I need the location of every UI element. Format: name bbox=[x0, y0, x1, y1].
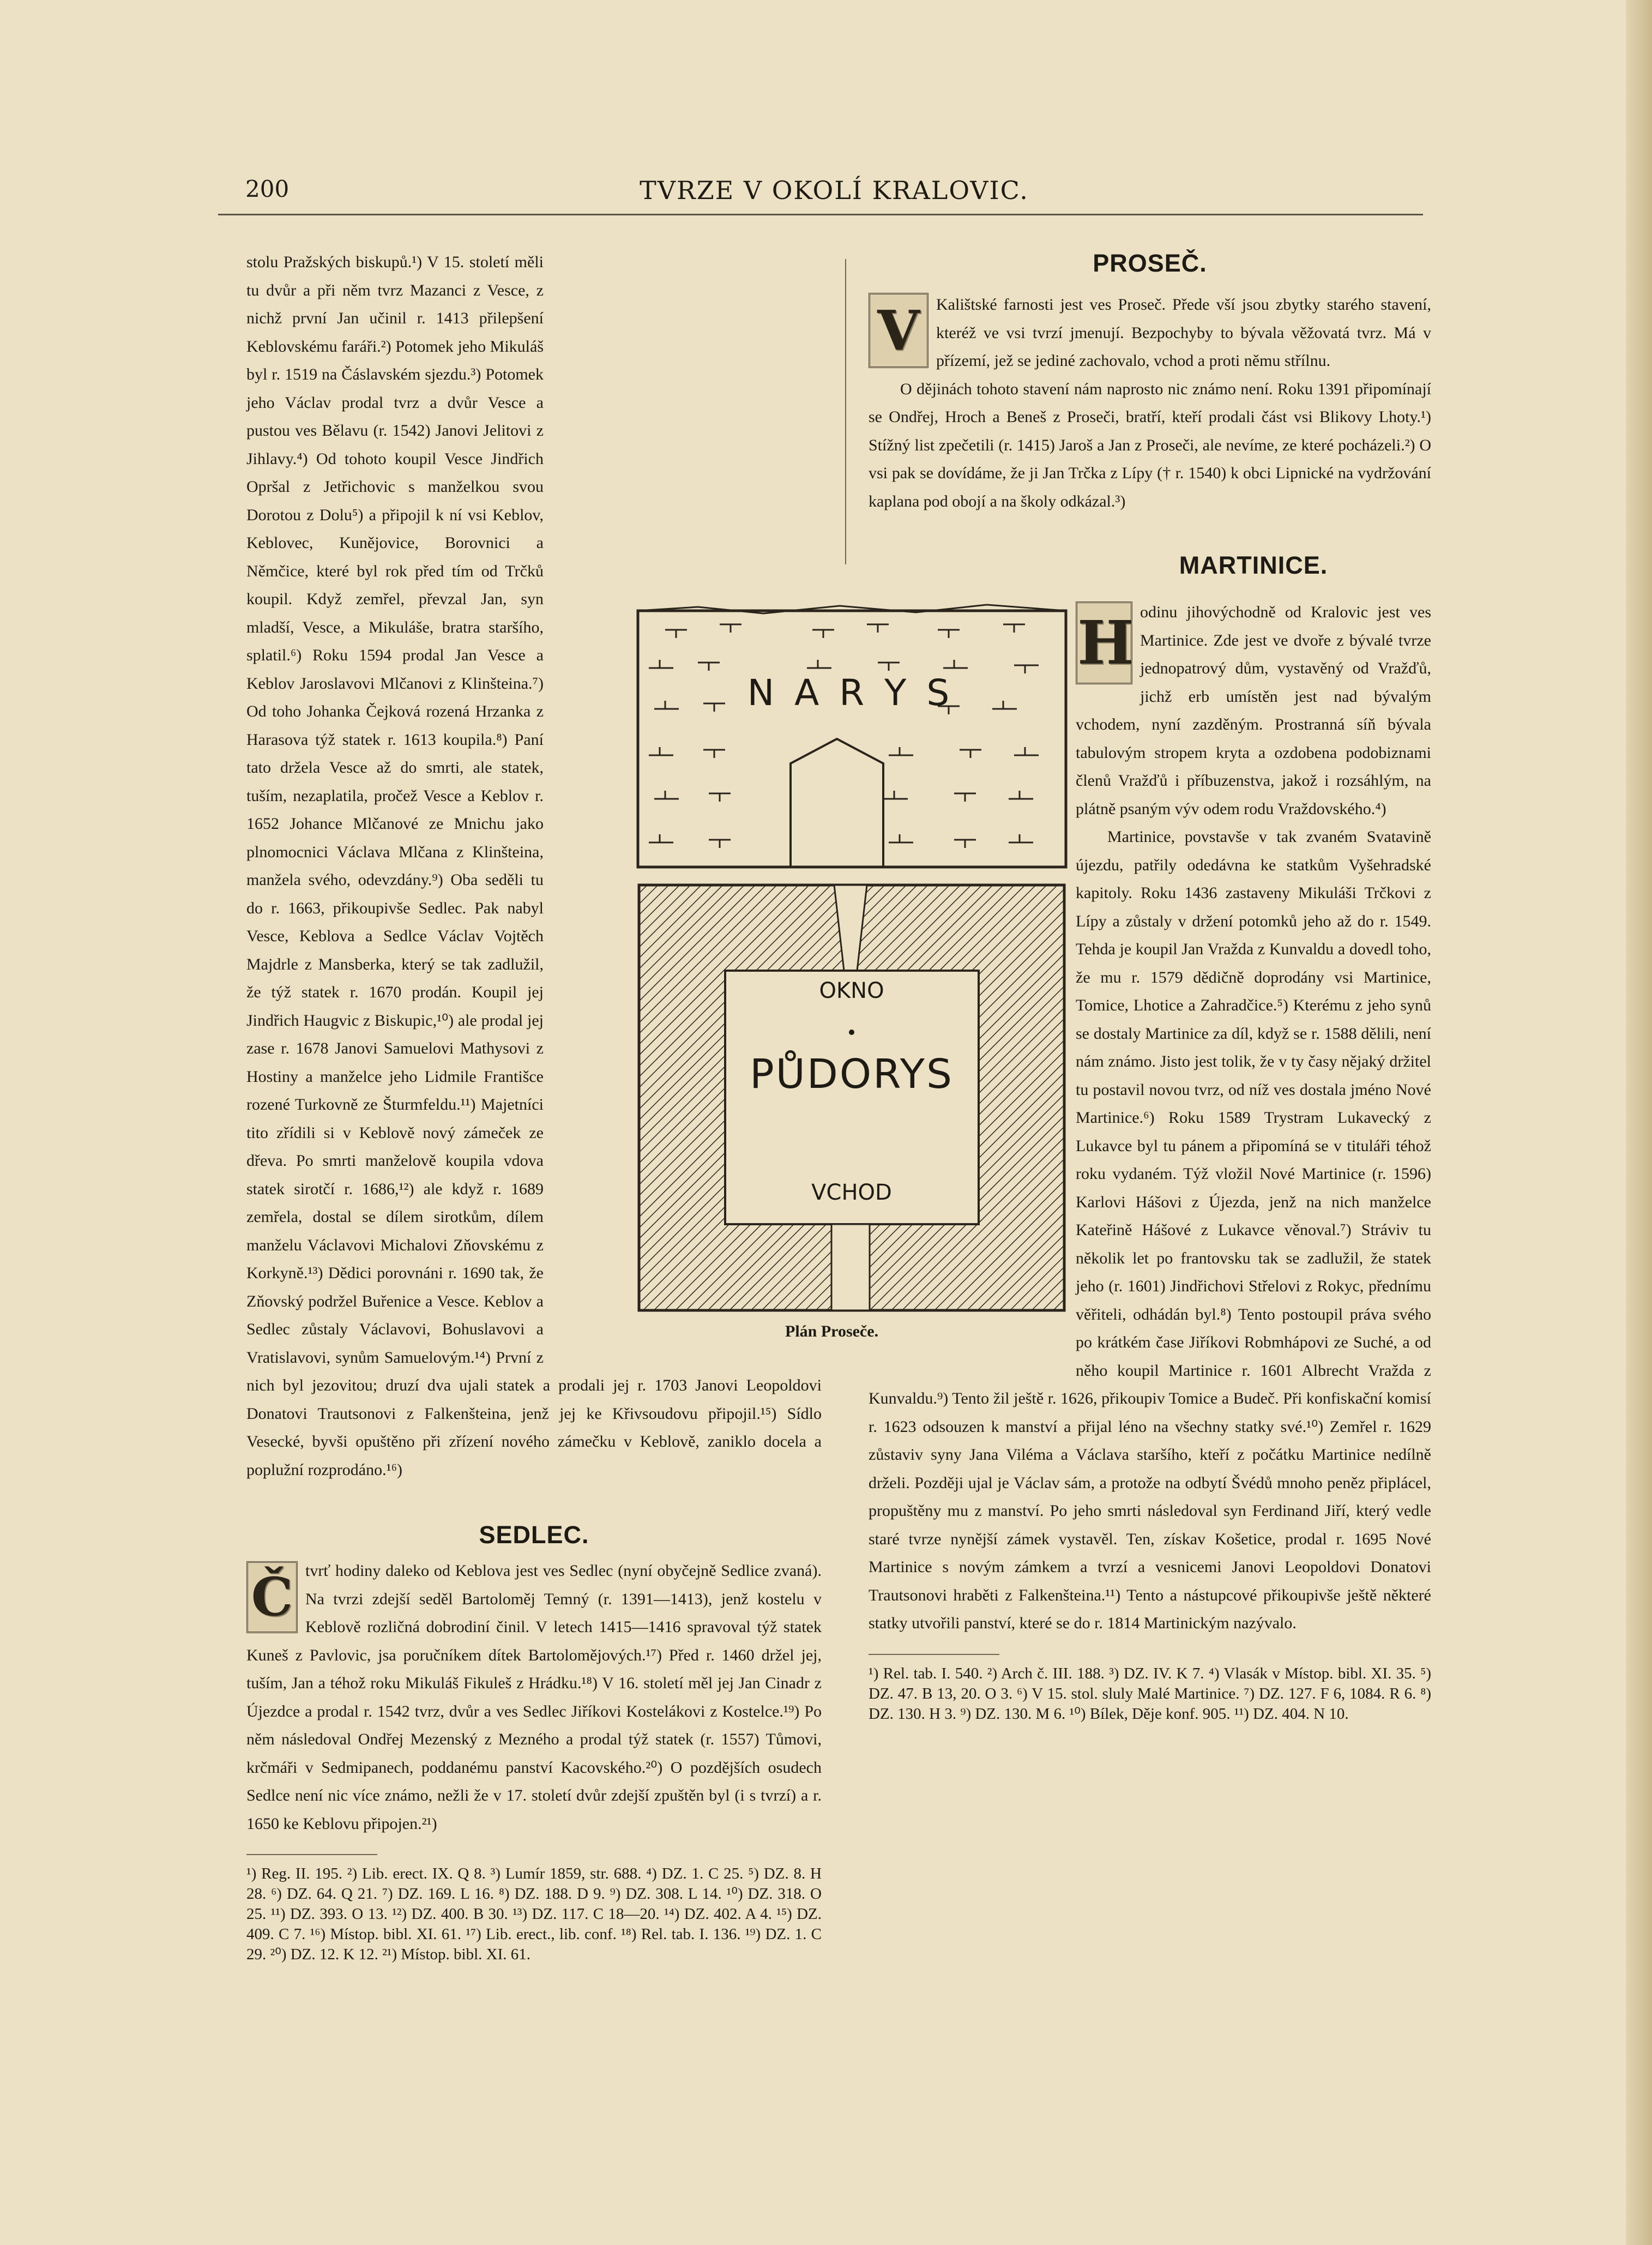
prosec-plan-svg bbox=[632, 586, 1069, 1344]
page-edge bbox=[1626, 0, 1652, 2245]
column-divider bbox=[845, 259, 846, 564]
page-header bbox=[245, 176, 1423, 208]
plan-entrance bbox=[831, 1224, 870, 1310]
prosec-paragraph-2: O dějinách tohoto stavení nám naprosto nic známo není. Roku 1391 připomínají se Ondřej, Hroch a Beneš z Proseči, bratří, kteří prodali část vsi Blikovy Lhoty.¹) Stížný list zpečetili (r. 1415) Jaroš a Jan z Proseči, ale nevíme, ze které pocházeli.²) O vsi pak se dovídáme, že ji Jan Trčka z Lípy († r. 1540) k obci Lipnické na vydržování kaplana pod obojí a na školy odkázal.³) bbox=[869, 380, 1431, 510]
running-title: TVRZE V OKOLÍ KRALOVIC. bbox=[640, 176, 1029, 205]
martinice-title: MARTINICE. bbox=[1179, 551, 1328, 579]
prosec-title: PROSEČ. bbox=[1093, 249, 1207, 277]
page-number: 200 bbox=[245, 176, 290, 202]
vchod-label: VCHOD bbox=[811, 1180, 892, 1205]
martinice-paragraph-1: odinu jihovýchodně od Kralovic jest ves Martinice. Zde jest ve dvoře z bývalé tvrze jednopatrový dům, vystavěný od Vražďů, jichž erb umístěn jest nad bývalým vchodem, nyní zazděným. Prostranná síň bývala tabulovým stropem kryta a ozdobena podobiznami členů Vražďů i příbuzenstva, jakož i rozsáhlým, na plátně psaným výv odem rodu Vraždovského.⁴) bbox=[1076, 603, 1431, 818]
narys-label: N A R Y S bbox=[747, 672, 954, 714]
sedlec-text: tvrť hodiny daleko od Keblova jest ves Sedlec (nyní obyčejně Sedlice zvaná). Na tvrzi zdejší seděl Bartoloměj Temný (r. 1391—1413), jenž kostelu v Keblově rozličná dobrodiní činil. V letech 1415—1416 spravoval týž statek Kuneš z Pavlovic, jsa poručníkem dítek Bartolomějových.¹⁷) Před r. 1460 držel jej, tuším, Jan a téhož roku Mikuláš Fikuleš z Hrádku.¹⁸) V 16. století měl jej Jan Cinadr z Újezdce a prodal r. 1542 tvrz, dvůr a ves Sedlec Jiříkovi Kostelákovi z Kostelce.¹⁹) Po něm následoval Ondřej Mezenský z Mezného a prodal týž statek (r. 1557) Tůmovi, krčmáři v Sedmipanech, poddanému panství Kacovského.²⁰) O pozdějších osudech Sedlce není nic více známo, nežli že v 17. století dvůr zdejší zpuštěn byl (i s tvrzí) a r. 1650 ke Keblovu připojen.²¹) bbox=[246, 1562, 822, 1833]
header-rule bbox=[218, 214, 1423, 215]
martinice-paragraph-2: Martinice, povstavše v tak zvaném Svatavině újezdu, patřily odedávna ke statkům Vyšehradské kapitoly. Roku 1436 zastaveny Mikuláši Trčkovi z Lípy a zůstaly v držení potomků jeho až do r. 1549. Tehda je koupil Jan Vražda z Kunvaldu a dovedl toho, že mu r. 1579 dědičně doprodány vsi Martinice, Tomice, Lhotice a Zahradčice.⁵) Kterému z jeho synů se dostaly Martinice za díl, když se r. 1588 dělili, není nám známo. Jisto jest tolik, že v ty časy nějaký držitel tu postavil novou tvrz, od níž ves dostala jméno Nové Martinice.⁶) Roku 1589 Trystram Lukavecký z Lukavce byl tu pánem a připomíná se v tituláři téhož roku vydaném. Týž vložil Nové Martinice (r. 1596) Karlovi Hášovi z Újezda, jenž na nich manželce Kateřině Hášové z Lukavce věnoval.⁷) Stráviv tu několik let po frantovsku tak se zadlužil, že statek jeho (r. 1601) Jindřichovi Střelovi z Rokyc, přednímu věřiteli, odhádán byl.⁸) Tento postoupil práva svého po krátkém čase Jiříkovi Robmhápovi ze Suché, a od něho koupil Martinice r. 1601 Albrecht Vražda z Kunvaldu.⁹) Tento žil ještě r. 1626, přikoupiv Tomice a Budeč. Při konfiskační komisí r. 1623 odsouzen k manství a přijal léno na všechny statky své.¹⁰) Zemřel r. 1629 zůstaviv syny Jana Viléma a Václava staršího, kteří z počátku Martinice nedílně drželi. Později ujal je Václav sám, a protože na odbytí Švédů mnoho peněz připlácel, propuštěny mu z manství. Po jeho smrti následoval syn Ferdinand Jiří, který vedle staré tvrze nynější zámek vystavěl. Ten, získav Košetice, prodal r. 1695 Nové Martinice s novým zámkem a tvrzí a vesnicemi Janovi Leopoldovi Donatovi Trautsonovi hraběti z Falkenšteina.¹¹) Tento a nástupcové přikoupivše ještě některé statky utvořili panství, které se do r. 1814 Martinickým nazývalo. bbox=[869, 828, 1431, 1632]
okno-label: OKNO bbox=[819, 978, 884, 1003]
vesce-text: stolu Pražských biskupů.¹) V 15. století měli tu dvůr a při něm tvrz Mazanci z Vesce, z nichž první Jan učinil r. 1413 přilepšení Keblovskému faráři.²) Potomek jeho Mikuláš byl r. 1519 na Čáslavském sjezdu.³) Potomek jeho Václav prodal tvrz a dvůr Vesce a pustou ves Bělavu (r. 1542) Janovi Jelitovi z Jihlavy.⁴) Od tohoto koupil Vesce Jindřich Opršal z Jetřichovic s manželkou svou Dorotou z Dolu⁵) a připojil k ní vsi Keblov, Keblovec, Kunějovice, Borovnici a Němčice, které byl rok před tím od Trčků koupil. Když zemřel, převzal Jan, syn mladší, Vesce, a Mikuláše, bratra staršího, splatil.⁶) Roku 1594 prodal Jan Vesce a Keblov Jaroslavovi Mlčanovi z Klinšteina.⁷) Od toho Johanka Čejková rozená Hrzanka z Harasova týž statek r. 1613 koupila.⁸) Paní tato držela Vesce až do smrti, ale statek, tuším, nezaplatila, pročež Vesce a Keblov r. 1652 Johance Mlčanové ze Mnichu jako plnomocnici Václava Mlčana z Klinšteina, manžela svého, odevzdány.⁹) Oba seděli tu do r. 1663, přikoupivše Sedlec. Pak nabyl Vesce, Keblova a Sedlce Václav Vojtěch Majdrle z Mansberka, který se tak zadlužil, že týž statek r. 1670 prodán. Koupil jej Jindřich Haugvic z Biskupic,¹⁰) ale prodal jej zase r. 1678 Janovi Samuelovi Mathysovi z Hostiny a manželce jeho Lidmile Františce rozené Turkovně ze Šturmfeldu.¹¹) Majetníci tito zřídili si v Keblově nový zámeček ze dřeva. Po smrti manželově koupila vdova statek sirotčí r. 1686,¹²) ale když r. 1689 zemřela, dostal se dílem sirotkům, dílem manželu Václavovi Michalovi Zňovskému z Korkyně.¹³) Dědici porovnáni r. 1690 tak, že Zňovský podržel Buřenice a Vesce. Keblov a Sedlec zůstaly Václavovi, Bohuslavovi a Vratislavovi, synům Samuelovým.¹⁴) První z nich byl jezovitou; druzí dva ujali statek a prodali jej r. 1703 Janovi Leopoldovi Donatovi Trautsonovi z Falkenšteina, jenž jej ke Křivsoudovu připojil.¹⁵) Sídlo Vesecké, byvši opuštěno při zřízení nového zámečku v Keblově, zaniklo docela a poplužní rozprodáno.¹⁶) bbox=[246, 253, 822, 1479]
plan-center-dot bbox=[849, 1030, 854, 1035]
stone-marks bbox=[649, 624, 1039, 848]
elevation-frame bbox=[638, 611, 1066, 867]
martinice-initial: H bbox=[1076, 601, 1132, 684]
figure-caption: Plán Proseče. bbox=[785, 1322, 879, 1340]
pudorys-label: PŮDORYS bbox=[750, 1051, 954, 1098]
prosec-paragraph-1: Kalištské farnosti jest ves Proseč. Přede vší jsou zbytky starého stavení, kteréž ve vsi tvrzí jmenují. Bezpochyby to bývala věžovatá tvrz. Má v přízemí, jež se jediné zachovalo, vchod a proti němu střílnu. bbox=[936, 296, 1431, 370]
prosec-initial: V bbox=[869, 293, 929, 368]
prosec-plan-figure bbox=[632, 586, 1069, 1344]
elevation-doorway bbox=[791, 739, 883, 867]
sedlec-title: SEDLEC. bbox=[479, 1521, 589, 1549]
right-footnotes: ¹) Rel. tab. I. 540. ²) Arch č. III. 188. ³) DZ. IV. K 7. ⁴) Vlasák v Místop. bibl. XI. 35. ⁵) DZ. 47. B 13, 20. O 3. ⁶) V 15. stol. sluly Malé Martinice. ⁷) DZ. 127. F 6, 1084. R 6. ⁸) DZ. 130. H 3. ⁹) DZ. 130. M 6. ¹⁰) Bílek, Děje konf. 905. ¹¹) DZ. 404. N 10. bbox=[869, 1664, 1431, 1723]
elevation-rough-top bbox=[638, 605, 1066, 613]
sedlec-initial: Č bbox=[246, 1561, 298, 1633]
left-footnotes: ¹) Reg. II. 195. ²) Lib. erect. IX. Q 8. ³) Lumír 1859, str. 688. ⁴) DZ. 1. C 25. ⁵) DZ. 8. H 28. ⁶) DZ. 64. Q 21. ⁷) DZ. 169. L 16. ⁸) DZ. 188. D 9. ⁹) DZ. 308. L 14. ¹⁰) DZ. 318. O 25. ¹¹) DZ. 393. O 13. ¹²) DZ. 400. B 30. ¹³) DZ. 117. C 18—20. ¹⁴) DZ. 402. A 4. ¹⁵) DZ. 409. C 7. ¹⁶) Místop. bibl. XI. 61. ¹⁷) Lib. erect., lib. conf. ¹⁸) Rel. tab. I. 136. ¹⁹) DZ. 1. C 29. ²⁰) DZ. 12. K 12. ²¹) Místop. bibl. XI. 61. bbox=[246, 1865, 822, 1963]
